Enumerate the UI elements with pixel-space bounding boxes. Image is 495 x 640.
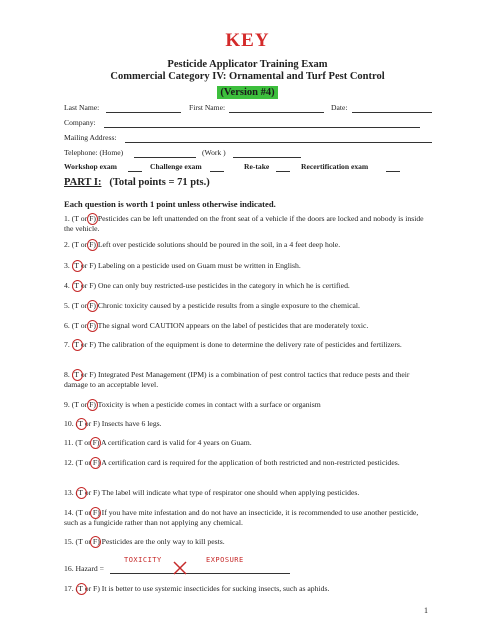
multiply-mark-icon [172, 560, 188, 576]
recertification-exam-line[interactable] [386, 171, 400, 172]
answer-mark: F [89, 240, 93, 250]
exam-category: Commercial Category IV: Ornamental and Turf Pest Control [110, 71, 385, 82]
instructions: Each question is worth 1 point unless otherwise indicated. [64, 199, 276, 209]
question-7: 7. ( T or F) The calibration of the equipment is done to determine the delivery rate of pesticides and fertilizers. [64, 340, 402, 349]
handwritten-toxicity: TOXICITY [124, 556, 162, 564]
part-heading [64, 177, 210, 188]
challenge-exam-label: Challenge exam [150, 162, 202, 171]
company-label: Company: [64, 118, 96, 127]
telephone-work-label: (Work ) [202, 148, 226, 157]
mailing-address-line[interactable] [125, 142, 432, 143]
answer-circle-icon [72, 260, 83, 272]
answer-circle-icon [87, 320, 98, 332]
answer-circle-icon [90, 507, 101, 519]
answer-mark: T [78, 488, 83, 498]
part-label: PART I: [64, 177, 102, 188]
version-row [0, 82, 495, 100]
challenge-exam-line[interactable] [210, 171, 224, 172]
answer-key-heading: KEY [225, 30, 270, 51]
last-name-line[interactable] [106, 112, 181, 113]
answer-mark: T [78, 419, 83, 429]
answer-mark: F [89, 214, 93, 224]
first-name-line[interactable] [229, 112, 324, 113]
answer-circle-icon [90, 457, 101, 469]
question-14: 14. (T or F) If you have mite infestation and do not have an insecticide, it is recommended to use another pesticide, such as a fungicide rather than not applying any chemical. [64, 508, 419, 527]
answer-circle-icon [76, 418, 87, 430]
answer-mark: T [74, 340, 79, 350]
answer-mark: F [93, 508, 97, 518]
answer-circle-icon [87, 300, 98, 312]
date-label: Date: [331, 103, 348, 112]
question-10: 10. ( T or F) Insects have 6 legs. [64, 419, 162, 428]
answer-circle-icon [72, 369, 83, 381]
answer-circle-icon [90, 437, 101, 449]
page-number: 1 [424, 606, 428, 615]
answer-mark: F [93, 438, 97, 448]
answer-mark: T [74, 370, 79, 380]
answer-circle-icon [90, 536, 101, 548]
telephone-work-line[interactable] [233, 157, 301, 158]
question-9: 9. (T or F) Toxicity is when a pesticide comes in contact with a surface or organism [64, 400, 321, 409]
answer-circle-icon [87, 239, 98, 251]
answer-mark: F [89, 301, 93, 311]
answer-mark: F [93, 458, 97, 468]
exam-title: Pesticide Applicator Training Exam [167, 59, 328, 70]
answer-circle-icon [87, 399, 98, 411]
answer-circle-icon [72, 339, 83, 351]
question-11: 11. (T or F) A certification card is valid for 4 years on Guam. [64, 438, 252, 447]
answer-mark: T [74, 281, 79, 291]
question-3: 3. ( T or F) Labeling on a pesticide used on Guam must be written in English. [64, 261, 301, 270]
hazard-answer-line[interactable] [110, 573, 290, 574]
answer-circle-icon [87, 213, 98, 225]
retake-line[interactable] [276, 171, 290, 172]
mailing-address-label: Mailing Address: [64, 133, 117, 142]
question-12: 12. (T or F) A certification card is required for the application of both restricted and non-restricted pesticides. [64, 458, 400, 467]
answer-circle-icon [76, 487, 87, 499]
answer-circle-icon [76, 583, 87, 595]
date-line[interactable] [352, 112, 432, 113]
company-line[interactable] [104, 127, 420, 128]
question-6: 6. (T or F) The signal word CAUTION appears on the label of pesticides that are moderately toxic. [64, 321, 369, 330]
question-1: 1. (T or F) Pesticides can be left unattended on the front seat of a vehicle if the doors are locked and nobody is inside the vehicle. [64, 214, 424, 233]
question-17: 17. ( T or F) It is better to use systemic insecticides for sucking insects, such as aphids. [64, 584, 330, 593]
answer-circle-icon [72, 280, 83, 292]
recertification-exam-label: Recertification exam [301, 162, 369, 171]
question-16: 16. Hazard = [64, 564, 104, 573]
version-highlight: (Version #4) [217, 86, 277, 99]
question-2: 2. (T or F) Left over pesticide solutions should be poured in the soil, in a 4 feet deep hole. [64, 240, 341, 249]
answer-mark: F [89, 400, 93, 410]
telephone-home-label: Telephone: (Home) [64, 148, 124, 157]
handwritten-exposure: EXPOSURE [206, 556, 244, 564]
question-8: 8. ( T or F) Integrated Pest Management (IPM) is a combination of pest control tactics that reduce pests and their damage to an acceptable level. [64, 370, 410, 389]
answer-mark: T [74, 261, 79, 271]
last-name-label: Last Name: [64, 103, 100, 112]
answer-mark: T [78, 584, 83, 594]
answer-mark: F [89, 321, 93, 331]
question-15: 15. (T or F) Pesticides are the only way to kill pests. [64, 537, 225, 546]
question-4: 4. ( T or F) One can only buy restricted-use pesticides in the category in which he is certified. [64, 281, 350, 290]
answer-mark: F [93, 537, 97, 547]
first-name-label: First Name: [189, 103, 226, 112]
question-13: 13. ( T or F) The label will indicate what type of respirator one should when applying pesticides. [64, 488, 360, 497]
telephone-home-line[interactable] [134, 157, 196, 158]
question-5: 5. (T or F) Chronic toxicity caused by a pesticide results from a single exposure to the chemical. [64, 301, 360, 310]
total-points: (Total points = 71 pts.) [109, 177, 210, 188]
retake-label: Re-take [244, 162, 270, 171]
workshop-exam-label: Workshop exam [64, 162, 117, 171]
workshop-exam-line[interactable] [128, 171, 142, 172]
